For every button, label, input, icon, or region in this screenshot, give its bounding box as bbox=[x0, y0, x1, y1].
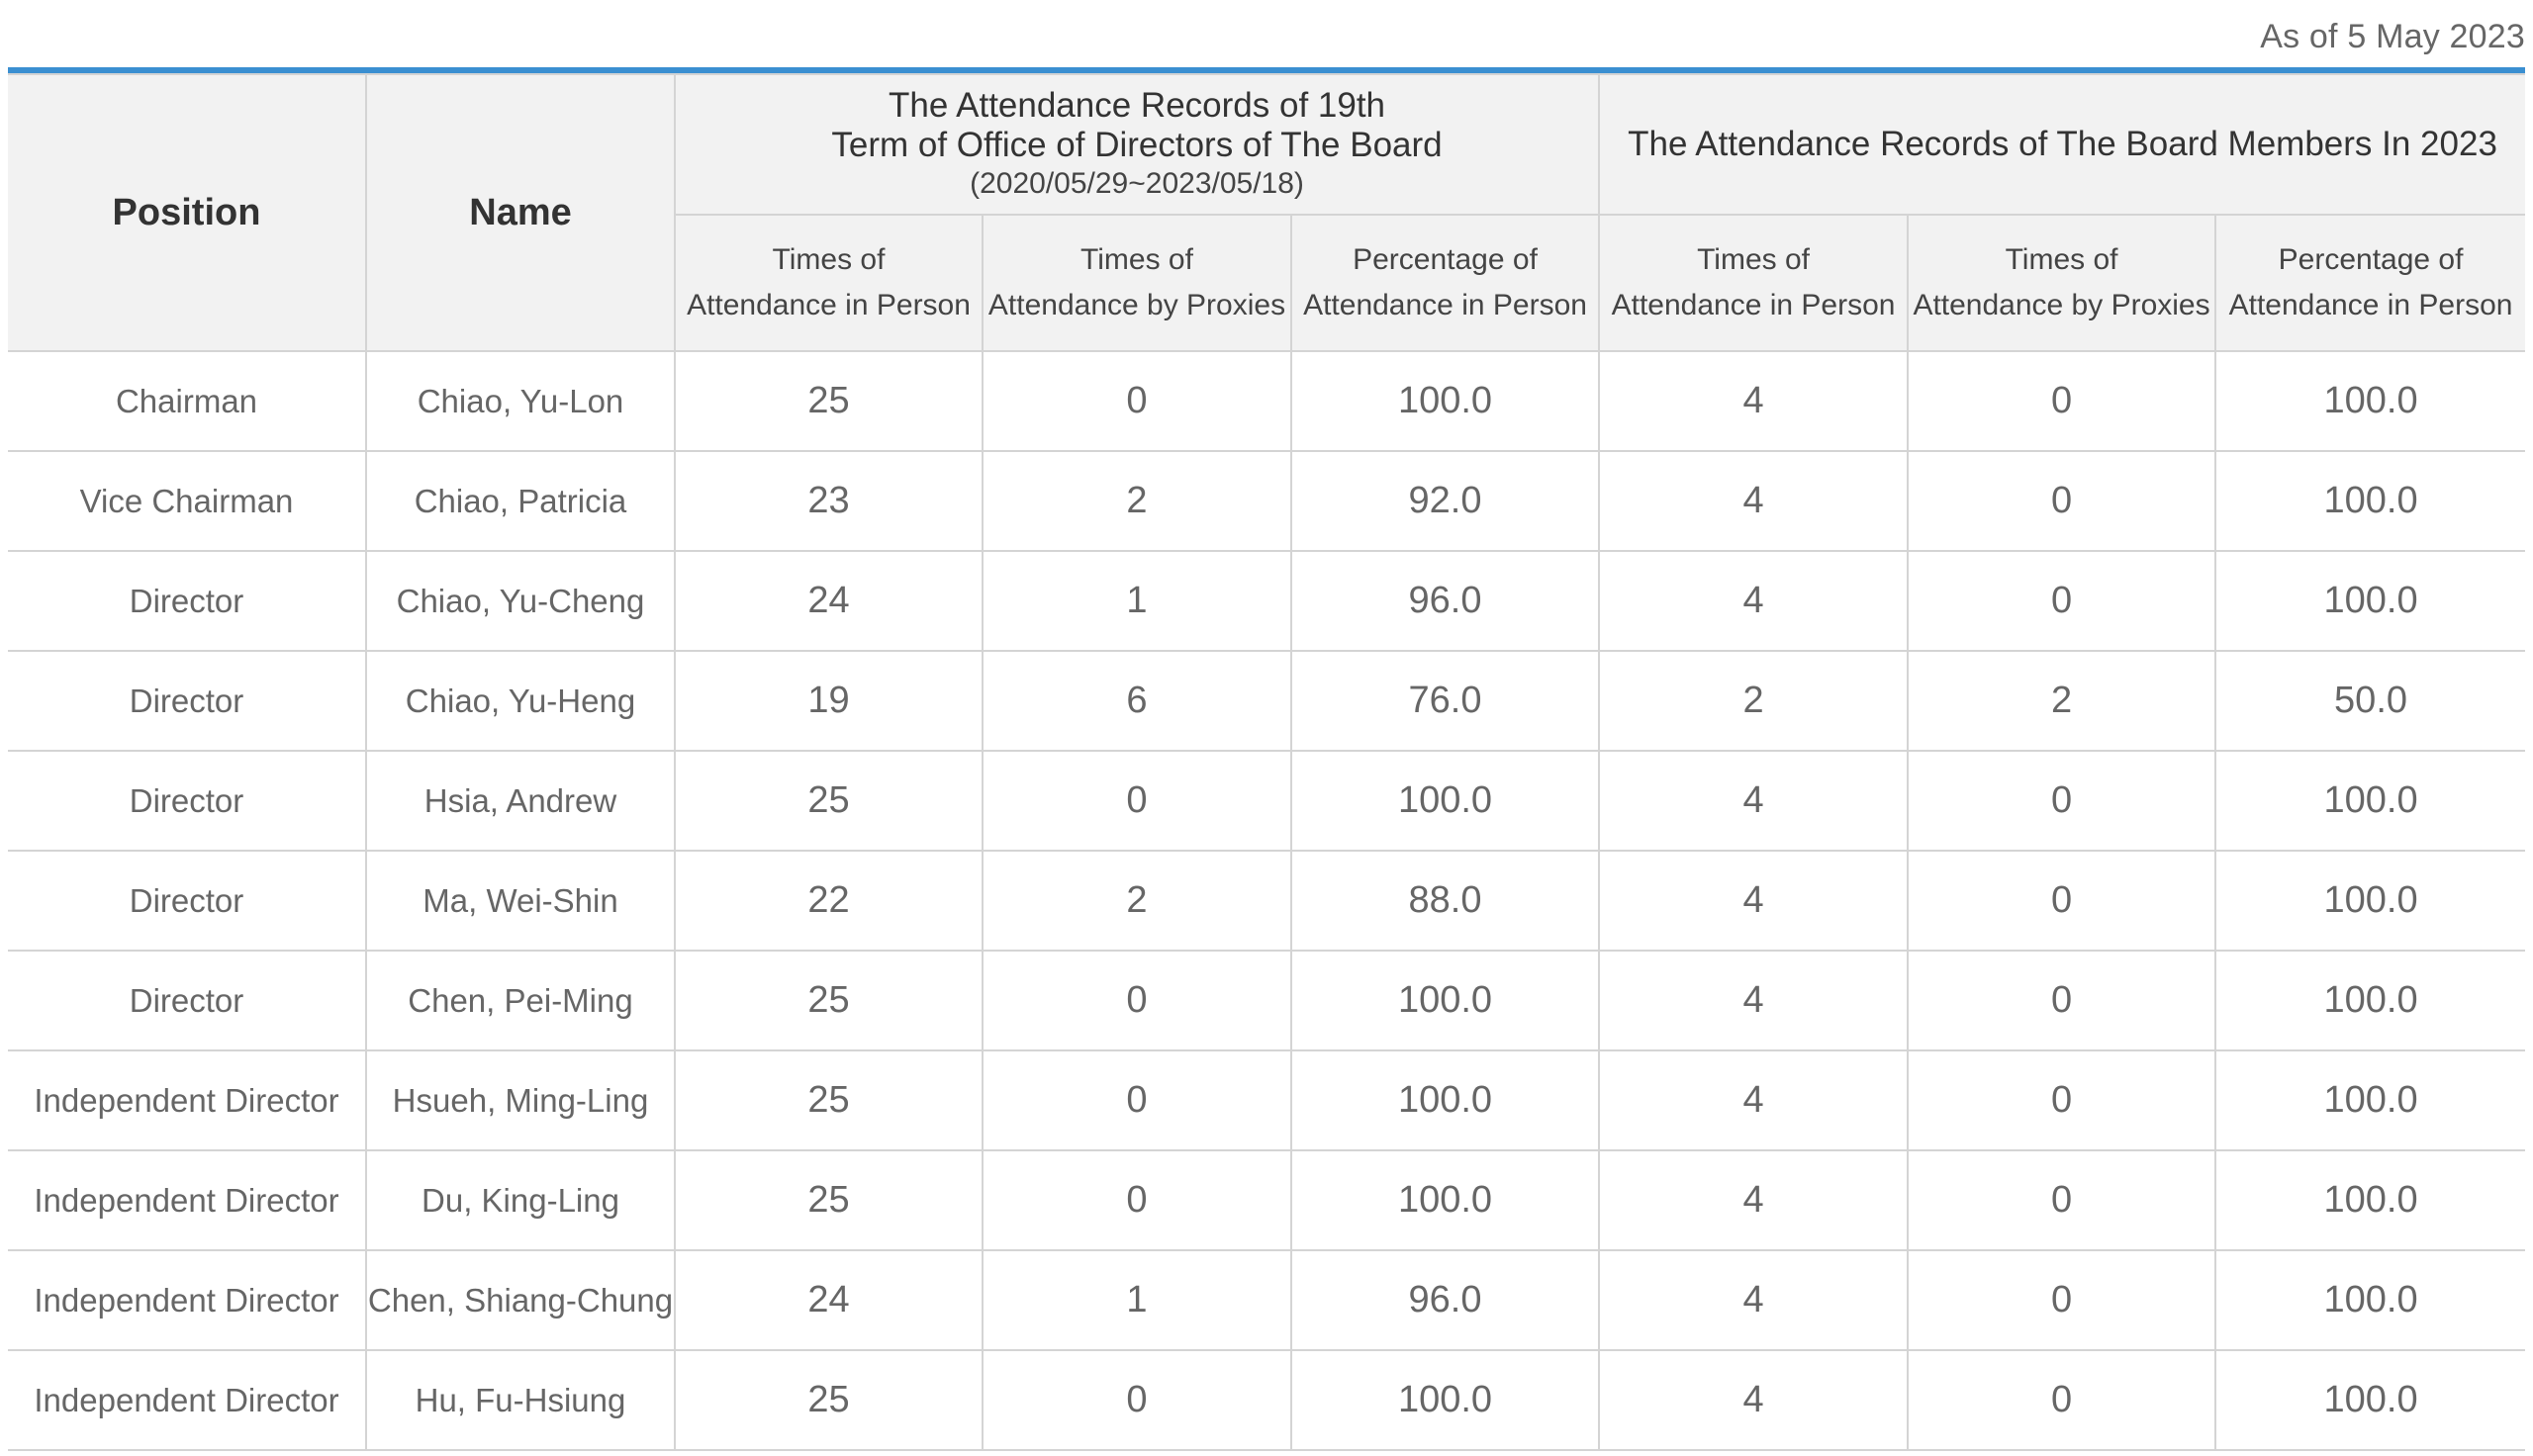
cell-position: Director bbox=[8, 651, 366, 751]
header-group-19th-term-line2: Term of Office of Directors of The Board bbox=[831, 126, 1443, 164]
cell-name: Du, King-Ling bbox=[366, 1150, 675, 1250]
cell-name: Ma, Wei-Shin bbox=[366, 851, 675, 951]
cell-term-percentage: 100.0 bbox=[1291, 1350, 1599, 1450]
subheader-line2: Attendance in Person bbox=[1611, 289, 1896, 321]
cell-term-times-by-proxies: 0 bbox=[983, 1050, 1291, 1150]
table-body bbox=[8, 351, 2525, 1450]
subheader-line1: Times of bbox=[1697, 243, 1810, 276]
cell-2023-times-in-person: 4 bbox=[1599, 751, 1908, 851]
cell-term-times-in-person: 25 bbox=[675, 1150, 983, 1250]
cell-2023-times-by-proxies: 0 bbox=[1908, 551, 2215, 651]
cell-position: Independent Director bbox=[8, 1350, 366, 1450]
table-row bbox=[8, 951, 2525, 1050]
subheader-term-times-in-person bbox=[675, 215, 983, 351]
subheader-line1: Times of bbox=[1080, 243, 1193, 276]
table-row bbox=[8, 1250, 2525, 1350]
cell-term-percentage: 76.0 bbox=[1291, 651, 1599, 751]
cell-2023-times-in-person: 4 bbox=[1599, 951, 1908, 1050]
cell-2023-percentage: 100.0 bbox=[2215, 551, 2525, 651]
subheader-2023-times-in-person bbox=[1599, 215, 1908, 351]
subheader-line1: Percentage of bbox=[1353, 243, 1538, 276]
subheader-term-percentage bbox=[1291, 215, 1599, 351]
cell-2023-times-by-proxies: 2 bbox=[1908, 651, 2215, 751]
cell-name: Hsia, Andrew bbox=[366, 751, 675, 851]
cell-term-times-by-proxies: 0 bbox=[983, 1150, 1291, 1250]
cell-2023-times-by-proxies: 0 bbox=[1908, 1050, 2215, 1150]
cell-2023-percentage: 100.0 bbox=[2215, 851, 2525, 951]
cell-position: Director bbox=[8, 551, 366, 651]
cell-name: Chiao, Patricia bbox=[366, 451, 675, 551]
cell-term-percentage: 100.0 bbox=[1291, 1050, 1599, 1150]
cell-term-times-by-proxies: 6 bbox=[983, 651, 1291, 751]
subheader-2023-times-by-proxies bbox=[1908, 215, 2215, 351]
subheader-line1: Percentage of bbox=[2278, 243, 2464, 276]
cell-term-percentage: 100.0 bbox=[1291, 1150, 1599, 1250]
subheader-line2: Attendance by Proxies bbox=[987, 289, 1286, 321]
cell-2023-percentage: 100.0 bbox=[2215, 951, 2525, 1050]
subheader-line2: Attendance in Person bbox=[687, 289, 971, 321]
cell-2023-times-in-person: 4 bbox=[1599, 551, 1908, 651]
cell-2023-percentage: 100.0 bbox=[2215, 1050, 2525, 1150]
cell-term-times-by-proxies: 2 bbox=[983, 451, 1291, 551]
cell-term-times-in-person: 19 bbox=[675, 651, 983, 751]
table-row bbox=[8, 551, 2525, 651]
cell-term-percentage: 88.0 bbox=[1291, 851, 1599, 951]
cell-name: Hsueh, Ming-Ling bbox=[366, 1050, 675, 1150]
cell-term-times-in-person: 23 bbox=[675, 451, 983, 551]
cell-2023-times-by-proxies: 0 bbox=[1908, 1250, 2215, 1350]
cell-name: Chen, Shiang-Chung bbox=[366, 1250, 675, 1350]
cell-2023-times-in-person: 4 bbox=[1599, 1350, 1908, 1450]
cell-name: Chiao, Yu-Cheng bbox=[366, 551, 675, 651]
cell-term-times-in-person: 22 bbox=[675, 851, 983, 951]
cell-2023-percentage: 100.0 bbox=[2215, 751, 2525, 851]
subheader-line2: Attendance in Person bbox=[2228, 289, 2513, 321]
cell-2023-times-in-person: 4 bbox=[1599, 1150, 1908, 1250]
cell-2023-times-in-person: 4 bbox=[1599, 451, 1908, 551]
table-row bbox=[8, 351, 2525, 451]
cell-position: Independent Director bbox=[8, 1250, 366, 1350]
cell-position: Independent Director bbox=[8, 1050, 366, 1150]
cell-term-times-by-proxies: 1 bbox=[983, 551, 1291, 651]
cell-position: Independent Director bbox=[8, 1150, 366, 1250]
cell-2023-times-by-proxies: 0 bbox=[1908, 1150, 2215, 1250]
cell-2023-times-in-person: 2 bbox=[1599, 651, 1908, 751]
cell-name: Chiao, Yu-Lon bbox=[366, 351, 675, 451]
cell-position: Director bbox=[8, 851, 366, 951]
cell-name: Chen, Pei-Ming bbox=[366, 951, 675, 1050]
cell-term-percentage: 96.0 bbox=[1291, 1250, 1599, 1350]
table-row bbox=[8, 1150, 2525, 1250]
cell-name: Hu, Fu-Hsiung bbox=[366, 1350, 675, 1450]
subheader-2023-percentage bbox=[2215, 215, 2525, 351]
cell-term-times-in-person: 25 bbox=[675, 1050, 983, 1150]
cell-term-times-in-person: 25 bbox=[675, 1350, 983, 1450]
cell-2023-times-by-proxies: 0 bbox=[1908, 851, 2215, 951]
subheader-line2: Attendance by Proxies bbox=[1913, 289, 2210, 321]
cell-2023-percentage: 100.0 bbox=[2215, 1150, 2525, 1250]
cell-2023-times-by-proxies: 0 bbox=[1908, 951, 2215, 1050]
cell-2023-times-in-person: 4 bbox=[1599, 351, 1908, 451]
header-group-19th-term-line1: The Attendance Records of 19th bbox=[889, 86, 1386, 125]
header-name: Name bbox=[366, 74, 675, 351]
cell-2023-percentage: 100.0 bbox=[2215, 351, 2525, 451]
cell-2023-times-in-person: 4 bbox=[1599, 1250, 1908, 1350]
cell-2023-times-by-proxies: 0 bbox=[1908, 451, 2215, 551]
cell-term-times-by-proxies: 2 bbox=[983, 851, 1291, 951]
attendance-table bbox=[8, 73, 2525, 1451]
attendance-table-container bbox=[8, 67, 2525, 1451]
cell-term-times-in-person: 25 bbox=[675, 951, 983, 1050]
table-row bbox=[8, 751, 2525, 851]
header-group-19th-term-period: (2020/05/29~2023/05/18) bbox=[970, 167, 1304, 200]
cell-term-times-in-person: 24 bbox=[675, 551, 983, 651]
table-row bbox=[8, 851, 2525, 951]
cell-name: Chiao, Yu-Heng bbox=[366, 651, 675, 751]
cell-term-times-in-person: 24 bbox=[675, 1250, 983, 1350]
cell-2023-times-by-proxies: 0 bbox=[1908, 1350, 2215, 1450]
cell-term-percentage: 100.0 bbox=[1291, 751, 1599, 851]
cell-position: Director bbox=[8, 751, 366, 851]
cell-2023-times-by-proxies: 0 bbox=[1908, 351, 2215, 451]
cell-position: Chairman bbox=[8, 351, 366, 451]
cell-2023-percentage: 100.0 bbox=[2215, 1250, 2525, 1350]
subheader-line1: Times of bbox=[772, 243, 886, 276]
cell-term-times-by-proxies: 0 bbox=[983, 351, 1291, 451]
table-row bbox=[8, 1350, 2525, 1450]
as-of-date: As of 5 May 2023 bbox=[2260, 18, 2525, 55]
cell-term-percentage: 96.0 bbox=[1291, 551, 1599, 651]
cell-2023-times-in-person: 4 bbox=[1599, 851, 1908, 951]
subheader-term-times-by-proxies bbox=[983, 215, 1291, 351]
cell-term-times-in-person: 25 bbox=[675, 751, 983, 851]
cell-term-percentage: 100.0 bbox=[1291, 351, 1599, 451]
cell-term-percentage: 100.0 bbox=[1291, 951, 1599, 1050]
cell-term-times-by-proxies: 1 bbox=[983, 1250, 1291, 1350]
subheader-line2: Attendance in Person bbox=[1303, 289, 1587, 321]
cell-2023-times-by-proxies: 0 bbox=[1908, 751, 2215, 851]
cell-term-times-by-proxies: 0 bbox=[983, 951, 1291, 1050]
cell-2023-percentage: 100.0 bbox=[2215, 451, 2525, 551]
cell-2023-percentage: 50.0 bbox=[2215, 651, 2525, 751]
cell-position: Vice Chairman bbox=[8, 451, 366, 551]
header-position: Position bbox=[8, 74, 366, 351]
subheader-line1: Times of bbox=[2005, 243, 2118, 276]
cell-term-times-in-person: 25 bbox=[675, 351, 983, 451]
table-row bbox=[8, 451, 2525, 551]
table-row bbox=[8, 1050, 2525, 1150]
cell-term-times-by-proxies: 0 bbox=[983, 751, 1291, 851]
table-row bbox=[8, 651, 2525, 751]
cell-position: Director bbox=[8, 951, 366, 1050]
cell-2023-percentage: 100.0 bbox=[2215, 1350, 2525, 1450]
header-group-2023: The Attendance Records of The Board Members In 2023 bbox=[1599, 74, 2525, 215]
cell-2023-times-in-person: 4 bbox=[1599, 1050, 1908, 1150]
cell-term-times-by-proxies: 0 bbox=[983, 1350, 1291, 1450]
header-group-19th-term bbox=[675, 74, 1599, 215]
table-header bbox=[8, 74, 2525, 351]
cell-term-percentage: 92.0 bbox=[1291, 451, 1599, 551]
